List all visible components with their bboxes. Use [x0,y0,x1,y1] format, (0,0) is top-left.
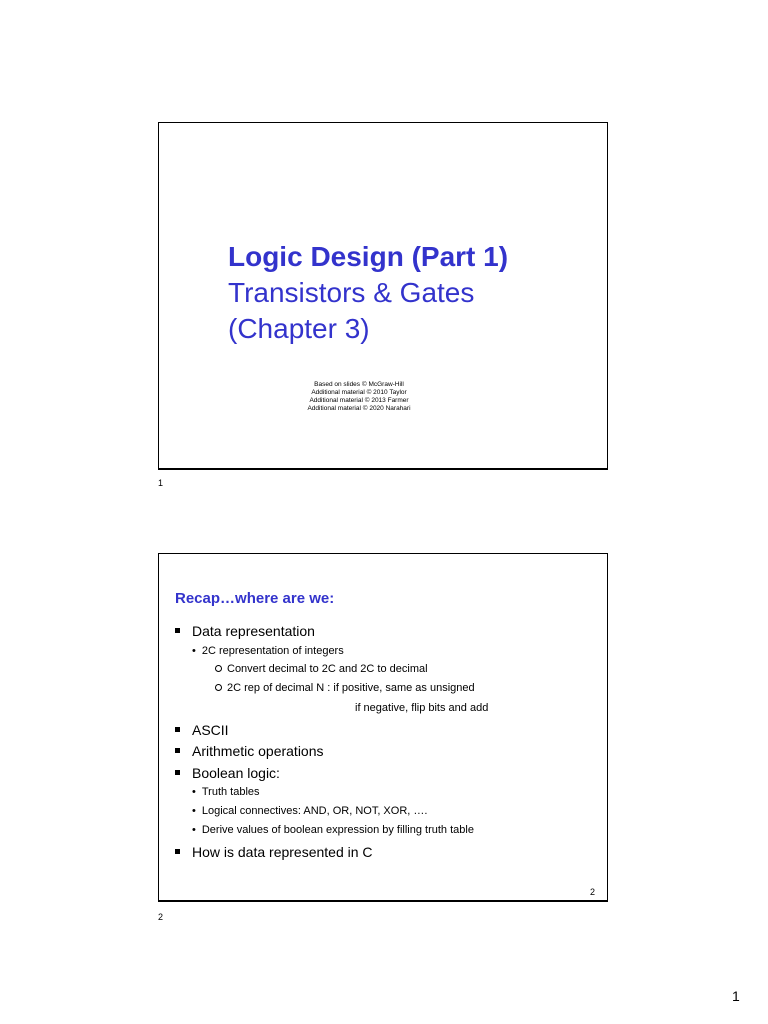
list-item-continuation: if negative, flip bits and add [355,702,489,714]
list-item-text: Convert decimal to 2C and 2C to decimal [227,663,428,675]
slide-1-number: 1 [158,478,164,488]
credit-line: Additional material © 2020 Narahari [307,405,411,412]
dot-bullet-icon: • [192,824,196,836]
circle-bullet-icon [215,684,222,691]
slide-2-inner-number: 2 [589,887,595,897]
list-item-text: ASCII [192,722,229,738]
list-item-text: Data representation [192,623,315,639]
list-item [215,663,428,675]
square-bullet-icon [175,748,180,753]
list-item-text: 2C representation of integers [201,645,344,657]
recap-heading: Recap…where are we: [175,590,335,607]
list-item-text: Derive values of boolean expression by filling truth table [201,824,474,836]
slide-subtitle-line-1: Transistors & Gates [228,277,475,308]
list-item-text: Truth tables [201,786,260,798]
page-number: 1 [732,988,740,1004]
slide-subtitle-line-2: (Chapter 3) [228,313,370,344]
slide-2-number: 2 [158,912,164,922]
list-item [192,786,260,798]
list-item-text: How is data represented in C [192,844,373,860]
square-bullet-icon [175,770,180,775]
title-block [228,239,508,347]
list-item [192,805,427,817]
list-item-text: 2C rep of decimal N : if positive, same as unsigned [227,682,475,694]
slide-2 [158,553,608,902]
list-item [175,722,229,738]
list-item [175,623,315,639]
list-item [175,765,280,781]
slide-title: Logic Design (Part 1) [228,241,509,272]
list-item-text: Logical connectives: AND, OR, NOT, XOR, …. [201,805,428,817]
credits [159,381,559,413]
slide-1 [158,122,608,470]
dot-bullet-icon: • [192,786,196,798]
credit-line: Additional material © 2013 Farmer [309,397,409,404]
square-bullet-icon [175,727,180,732]
list-item [192,824,474,836]
credit-line: Based on slides © McGraw-Hill [314,381,404,388]
credit-line: Additional material © 2010 Taylor [311,389,407,396]
list-item [175,844,373,860]
dot-bullet-icon: • [192,805,196,817]
list-item [192,645,344,657]
dot-bullet-icon: • [192,645,196,657]
list-item [215,682,475,694]
square-bullet-icon [175,849,180,854]
list-item-text: Arithmetic operations [192,743,324,759]
square-bullet-icon [175,628,180,633]
list-item-text: Boolean logic: [192,765,280,781]
circle-bullet-icon [215,665,222,672]
list-item [175,743,324,759]
